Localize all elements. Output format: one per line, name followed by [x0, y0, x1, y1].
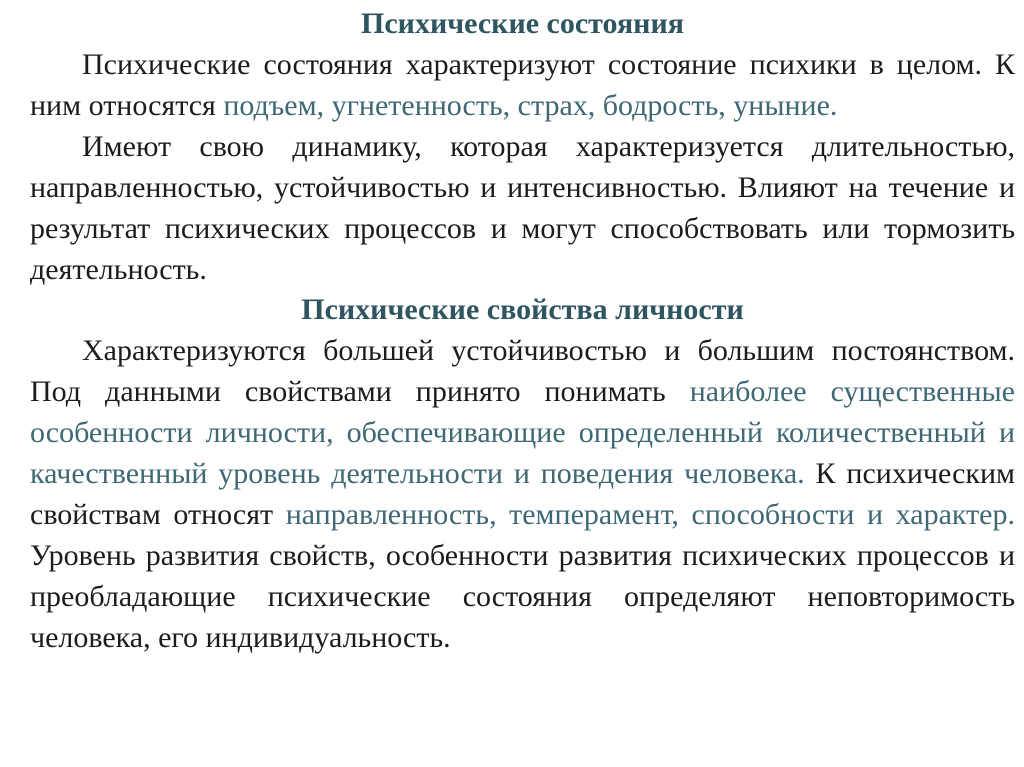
heading-mental-states: Психические состояния — [361, 7, 684, 40]
paragraph-states-dynamics: Имеют свою динамику, которая характеризуется длительностью, направленностью, устойчивостью и интенсивностью. Влияют на течение и результат психических процессов и могут способствовать или тормозить деятельность. — [30, 130, 1015, 286]
properties-list-intro-text: К психическим свойствам относят — [30, 457, 1015, 531]
properties-intro-text: Характеризуются большей устойчивостью и большим постоянством. Под данными свойствами принято понимать — [30, 334, 1015, 408]
properties-definition-highlight: наиболее существенные особенности личности, обеспечивающие определенный количественный и качественный уровень деятельности и поведения человека. — [30, 375, 1015, 490]
document-page — [30, 0, 1015, 658]
states-definition-text: Психические состояния характеризуют состояние психики в целом. К ним относятся — [30, 48, 1015, 122]
properties-list-highlight: направленность, темперамент, способности и характер. — [285, 498, 1015, 531]
paragraph-states-definition — [30, 44, 1015, 126]
properties-conclusion-text: Уровень развития свойств, особенности развития психических процессов и преобладающие психические состояния определяют неповторимость человека, его индивидуальность. — [30, 539, 1015, 654]
heading-personality-properties: Психические свойства личности — [301, 293, 744, 326]
paragraph-properties — [30, 330, 1015, 658]
states-examples-highlight: подъем, угнетенность, страх, бодрость, уныние. — [223, 89, 838, 122]
